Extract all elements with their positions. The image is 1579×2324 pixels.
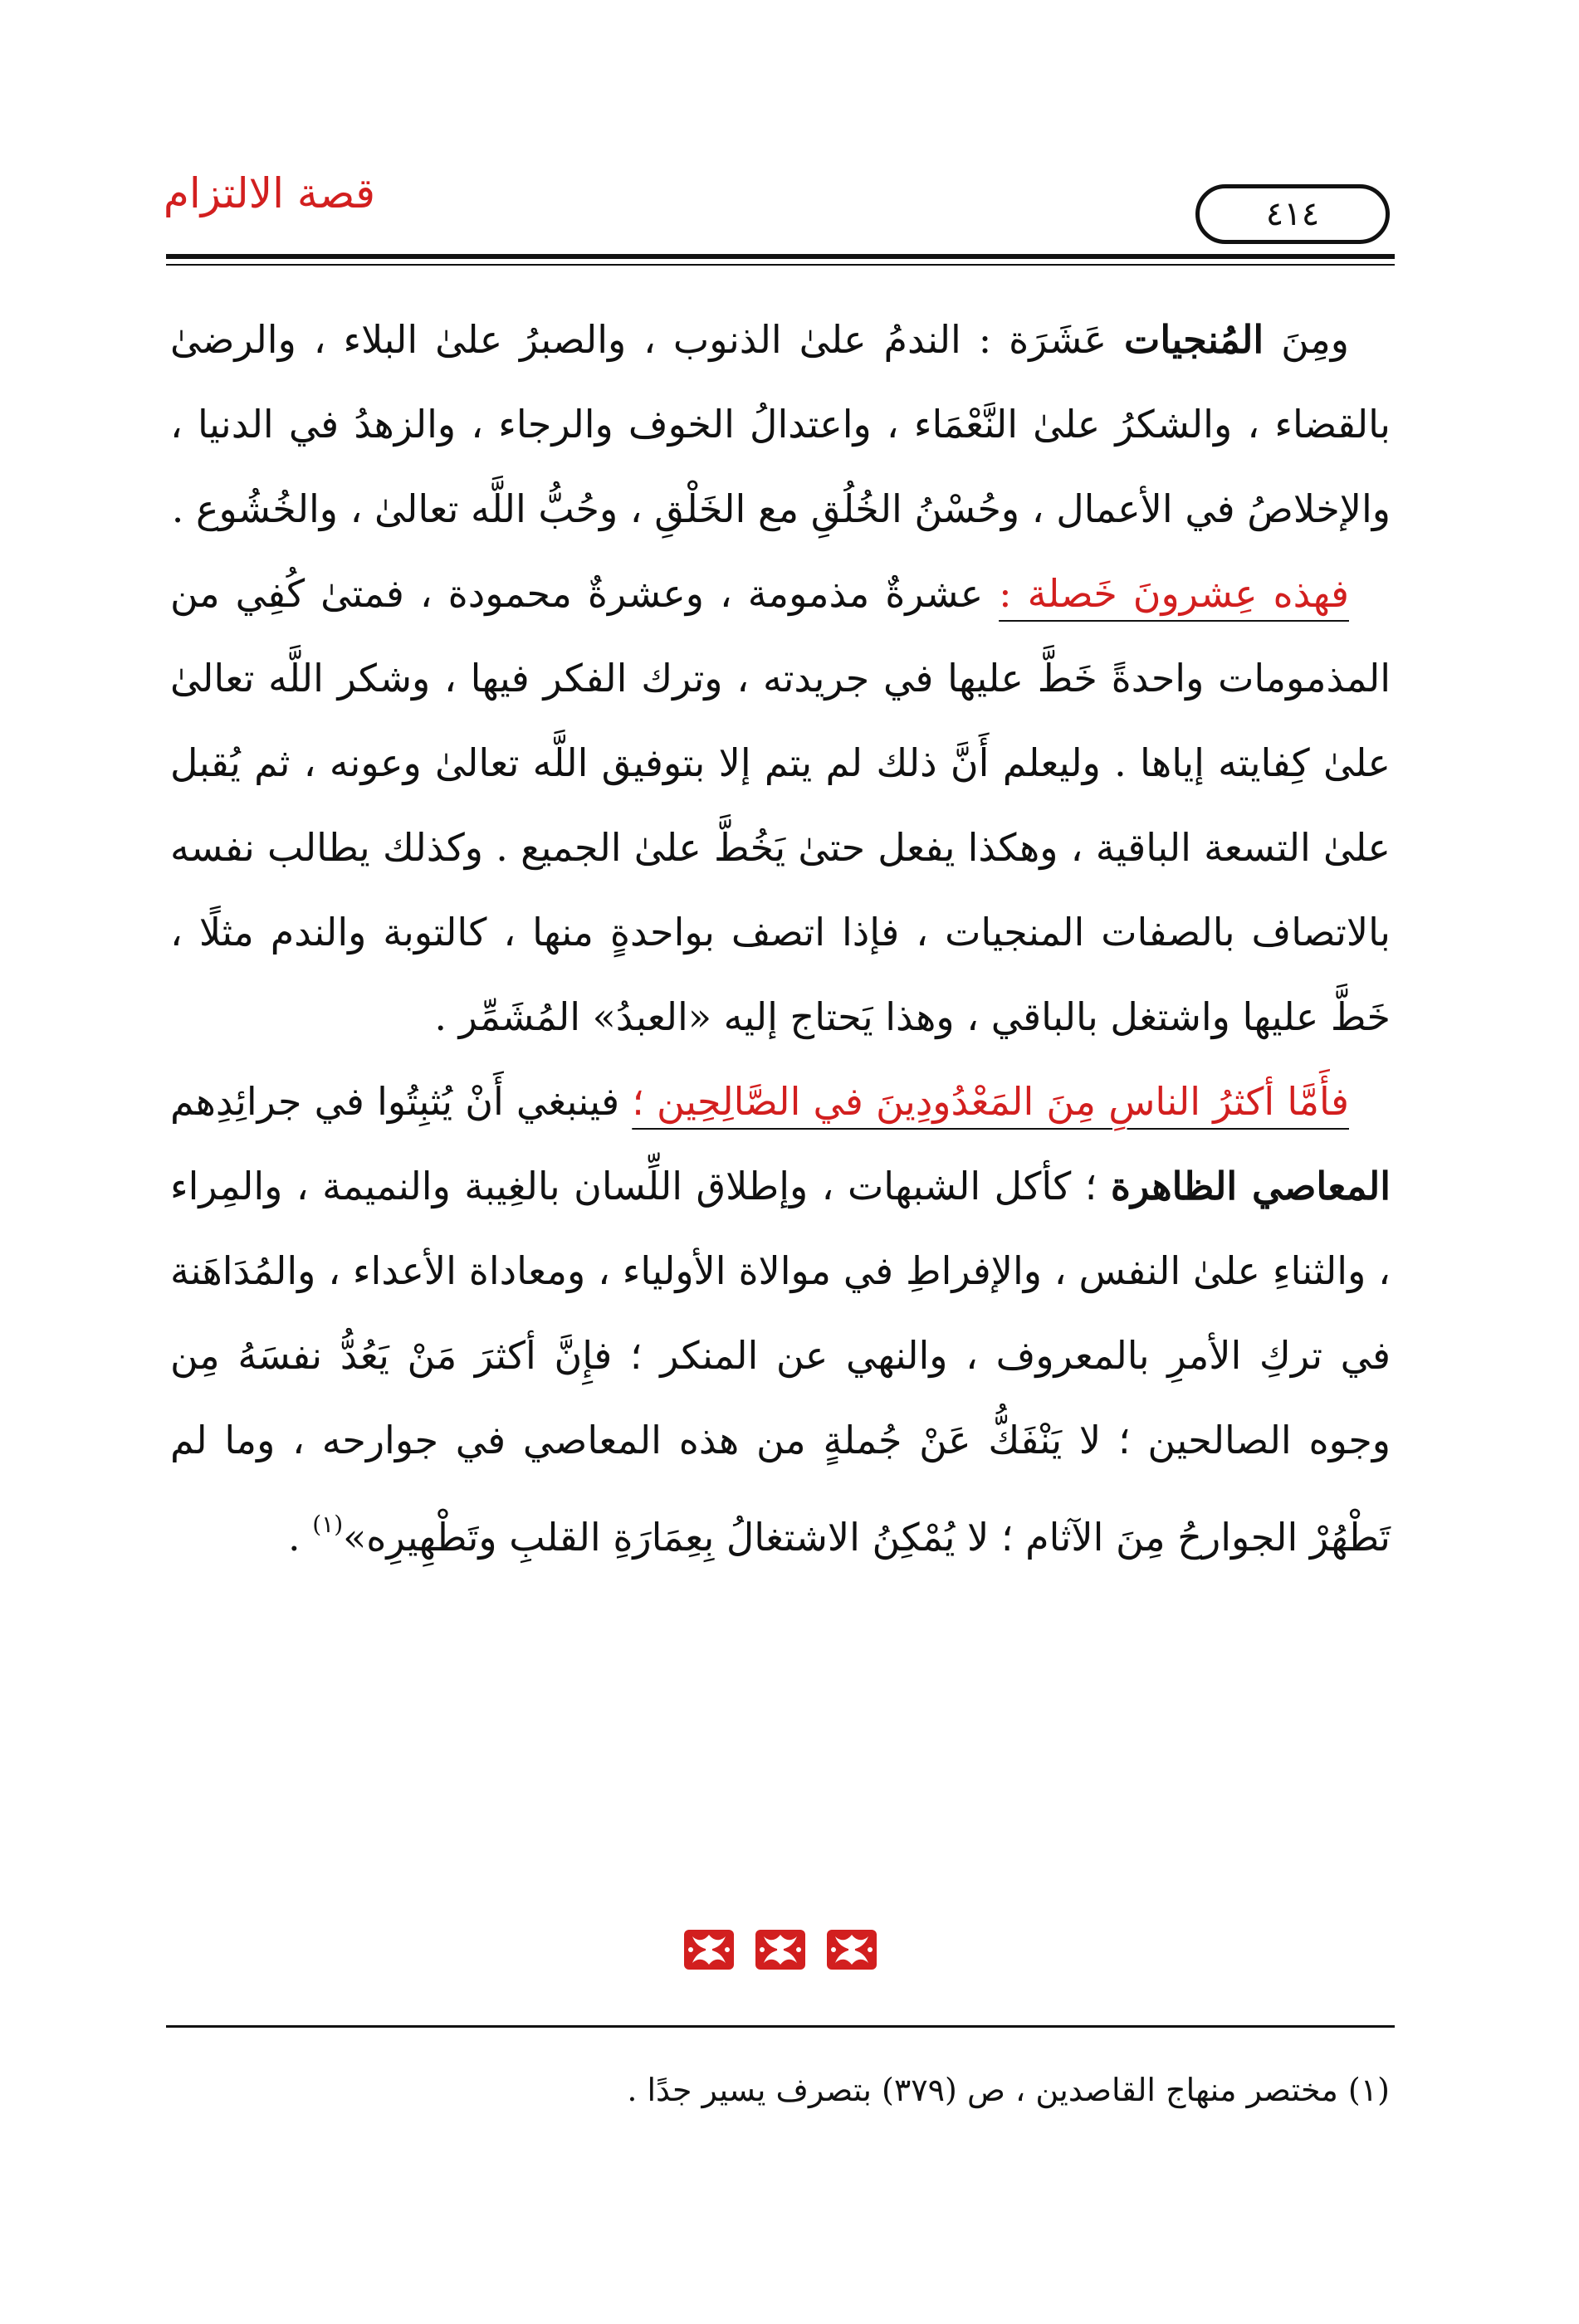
page-number-badge: ٤١٤ bbox=[1195, 184, 1390, 244]
floral-ornament-icon bbox=[681, 1925, 737, 1975]
section-ornament bbox=[681, 1922, 880, 1977]
footnote: (١) مختصر منهاج القاصدين ، ص (٣٧٩) بتصرف يسير جدًا . bbox=[627, 2072, 1390, 2108]
paragraph-3 bbox=[170, 1059, 1391, 1579]
p1-body: عَشَرَة : الندمُ علىٰ الذنوب ، والصبرُ علىٰ البلاء ، والرضىٰ بالقضاء ، والشكرُ علىٰ النَّعْمَاء ، واعتدالُ الخوف والرجاء ، والزهدُ في الدنيا ، والإخلاصُ في الأعمال ، وحُسْنُ الخُلُقِ مع الخَلْقِ ، وحُبُّ اللَّه تعالىٰ ، والخُشُوع . bbox=[170, 317, 1391, 531]
p2-body: عشرةٌ مذمومة ، وعشرةٌ محمودة ، فمتىٰ كُفِي من المذمومات واحدةً خَطَّ عليها في جريدته ، وترك الفكر فيها ، وشكر اللَّه تعالىٰ علىٰ كِفايته إياها . وليعلم أَنَّ ذلك لم يتم إلا بتوفيق اللَّه تعالىٰ وعونه ، ثم يُقبل علىٰ التسعة الباقية ، وهكذا يفعل حتىٰ يَخُطَّ علىٰ الجميع . وكذلك يطالب نفسه بالاتصاف بالصفات المنجيات ، فإذا اتصف بواحدةٍ منها ، كالتوبة والندم مثلًا ، خَطَّ عليها واشتغل بالباقي ، وهذا يَحتاج إليه «العبدُ» المُشَمِّر . bbox=[170, 571, 1391, 1039]
p3-body-b: ؛ كأكل الشبهات ، وإطلاق اللِّسان بالغِيبة والنميمة ، والمِراء ، والثناءِ علىٰ النفس ، والإفراطِ في موالاة الأولياء ، ومعاداة الأعداء ، والمُدَاهَنة في تركِ الأمرِ بالمعروف ، والنهي عن المنكر ؛ فإِنَّ أكثرَ مَنْ يَعُدُّ نفسَهُ مِن وجوه الصالحين ؛ لا يَنْفَكُّ عَنْ جُملةٍ من هذه المعاصي في جوارحه ، وما لم تَطْهُرْ الجوارحُ مِنَ الآثام ؛ لا يُمْكِنُ الاشتغالُ بِعِمَارَةِ القلبِ وتَطْهِيرِه» bbox=[170, 1164, 1391, 1560]
floral-ornament-icon bbox=[824, 1925, 880, 1975]
footnote-rule bbox=[166, 2025, 1395, 2028]
p2-red-heading: فهذه عِشرونَ خَصلة : bbox=[999, 571, 1349, 616]
p3-body-a: فينبغي أَنْ يُثبِتُوا في جرائِدِهم bbox=[170, 1079, 633, 1124]
paragraph-2 bbox=[170, 551, 1391, 1059]
header-rule-thick bbox=[166, 254, 1395, 259]
running-title: قصة الالتزام bbox=[163, 169, 375, 217]
p1-opening: ومِنَ bbox=[1264, 317, 1349, 362]
p3-end: . bbox=[287, 1515, 313, 1560]
footnote-marker: (١) bbox=[312, 1511, 344, 1538]
p1-bold-term: المُنجيات bbox=[1124, 317, 1264, 362]
paragraph-1 bbox=[170, 297, 1391, 551]
header-rule-thin bbox=[166, 264, 1395, 266]
p3-bold-term: المعاصي الظاهرة bbox=[1110, 1164, 1391, 1208]
p3-red-heading: فأَمَّا أكثرُ الناسِ مِنَ المَعْدُودِينَ في الصَّالِحِين ؛ bbox=[632, 1079, 1349, 1124]
floral-ornament-icon bbox=[752, 1925, 809, 1975]
main-text bbox=[170, 297, 1391, 1579]
